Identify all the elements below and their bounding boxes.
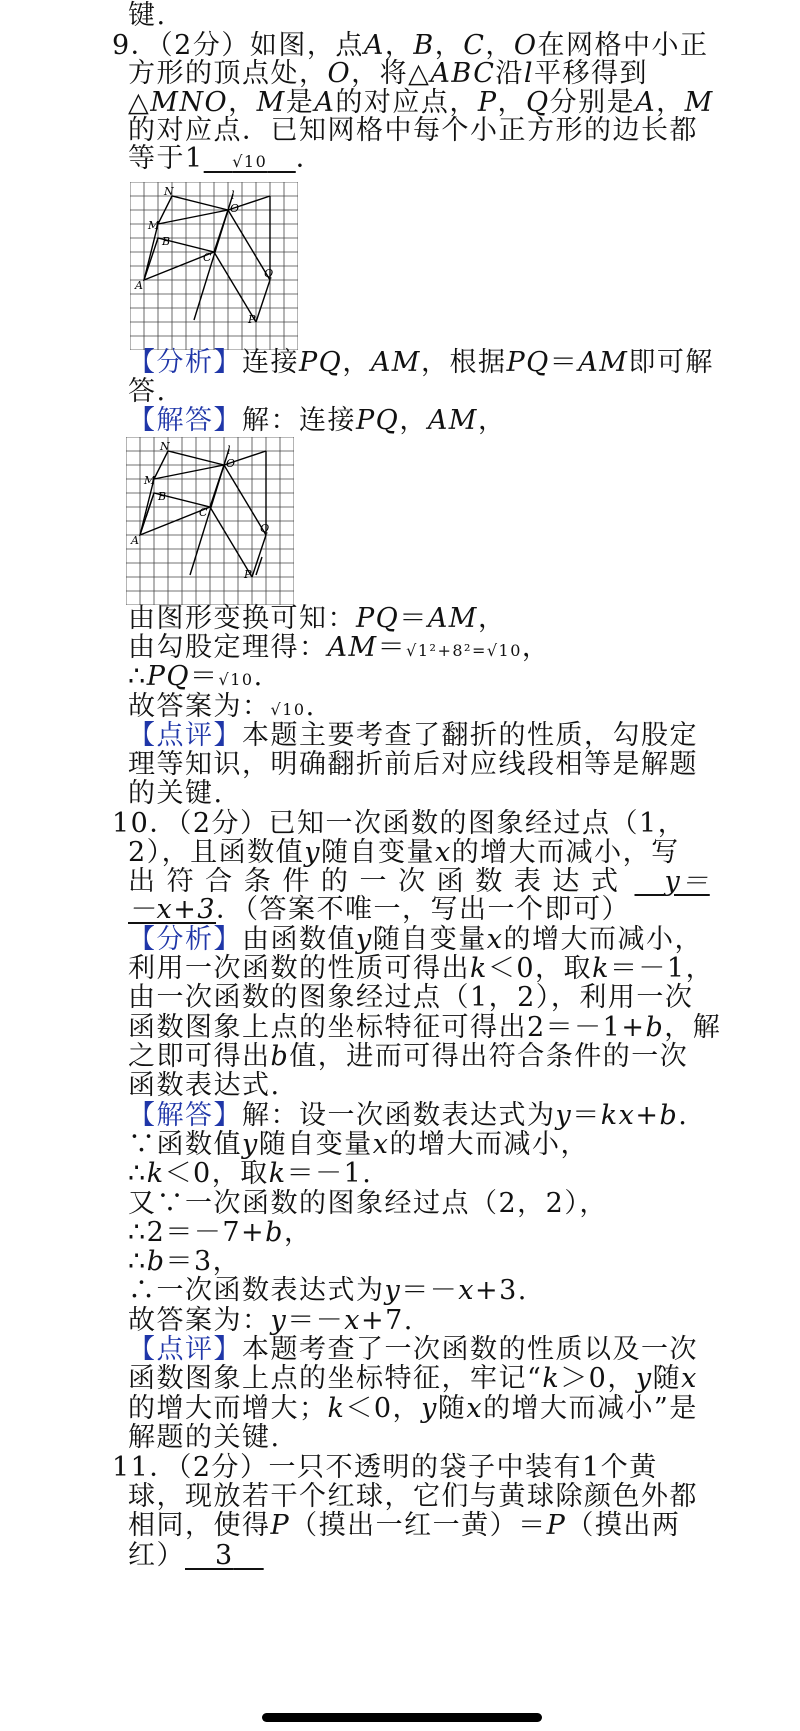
text: . (253, 661, 264, 692)
text: 是 (285, 87, 315, 118)
var: O (513, 30, 538, 61)
text-line (128, 837, 680, 869)
text: ， (384, 30, 414, 61)
var: B (413, 30, 435, 61)
text: △ (128, 87, 151, 118)
text: 9．（2分）如图，点 (112, 30, 364, 61)
text: 分别是 (549, 87, 636, 118)
var: AM (578, 347, 629, 378)
question-10-line (112, 808, 686, 840)
var: PQ (356, 405, 400, 436)
text: ， (477, 405, 507, 436)
text: ，将△ (351, 58, 431, 89)
var: k (592, 953, 610, 984)
text: 函数表达式. (128, 1070, 281, 1101)
text-line (128, 143, 324, 178)
var: A (363, 30, 385, 61)
text-line (128, 376, 167, 408)
label-Q: Q (264, 267, 274, 280)
text: ＜0，取 (487, 953, 593, 984)
var: A (635, 87, 657, 118)
answer-blank (635, 866, 710, 897)
comment-tag: 【点评】 (128, 720, 242, 751)
text: 解：设一次函数表达式为 (242, 1100, 556, 1131)
text: ∴2＝－7+ (128, 1217, 266, 1248)
text-line (128, 1393, 698, 1425)
solution-tag: 【解答】 (128, 1100, 242, 1131)
sqrt-expression: √10 (218, 670, 254, 689)
text: ＜0， (345, 1393, 422, 1424)
var: b (645, 1012, 665, 1043)
var: b (270, 1041, 290, 1072)
text: 理等知识，明确翻折前后对应线段相等是解题 (128, 749, 698, 780)
text-line (128, 1012, 721, 1044)
var: y (555, 1100, 573, 1131)
text: 随自变量 (372, 924, 487, 955)
text: 即可解 (628, 347, 714, 378)
text: ∴ (128, 1246, 147, 1277)
text: 在网格中小正 (537, 30, 709, 61)
var: x (372, 1129, 390, 1160)
var: P (546, 1510, 567, 1541)
text-line (128, 1363, 698, 1395)
text: 2），且函数值 (128, 837, 305, 868)
var: AM (427, 405, 478, 436)
text: 相同，使得 (128, 1510, 271, 1541)
text: 随 (437, 1393, 467, 1424)
var: b (265, 1217, 284, 1248)
text: 本题考查了一次函数的性质以及一次 (242, 1334, 698, 1365)
text: ＝－ (287, 1305, 345, 1336)
var: P (477, 87, 498, 118)
text: ＜0，取 (164, 1158, 269, 1189)
text: ＝ (572, 1100, 601, 1131)
text: 的增大而减小”是 (483, 1393, 698, 1424)
var: MNO (150, 87, 229, 118)
text: ， (477, 603, 507, 634)
label-P: P (244, 568, 252, 581)
answer-blank (204, 143, 296, 174)
text: +7. (361, 1305, 414, 1336)
text: 值，进而可得出符合条件的一次 (289, 1041, 689, 1072)
text-line (128, 1041, 688, 1073)
sqrt-expression: √10 (270, 700, 306, 719)
answer-text: 3 (215, 1540, 234, 1571)
var: y (304, 837, 321, 868)
var: y (356, 924, 373, 955)
text: ∴一次函数表达式为 (128, 1275, 385, 1306)
text: ＝－ (401, 1275, 459, 1306)
text-line (128, 1158, 372, 1190)
text-line (128, 1188, 608, 1220)
text: ， (485, 30, 514, 61)
answer-text: －x+3 (128, 894, 217, 925)
text: ＞0， (560, 1363, 636, 1394)
text: ＝ (399, 603, 428, 634)
text: 故答案为： (128, 1305, 271, 1336)
var: k (327, 1393, 346, 1424)
var: PQ (356, 603, 400, 634)
var: PQ (299, 347, 343, 378)
text-line (128, 1070, 281, 1102)
var: b (146, 1246, 166, 1277)
text: 的增大而减小，写 (451, 837, 680, 868)
text: 平移得到 (534, 58, 649, 89)
question-11-line (112, 1452, 658, 1484)
text: ， (434, 30, 464, 61)
text: ， (497, 87, 526, 118)
text: 函数图象上点的坐标特征，牢记“ (128, 1363, 543, 1394)
text: （摸出一红一黄）＝ (290, 1510, 547, 1541)
answer-blank (185, 1540, 264, 1571)
analysis-tag: 【分析】 (128, 347, 242, 378)
text-line (128, 0, 167, 32)
analysis-line (128, 924, 703, 956)
text-line (128, 749, 698, 781)
var: k (268, 1158, 287, 1189)
comment-line (128, 1334, 698, 1366)
var: y (635, 1363, 653, 1394)
text-line (128, 1481, 698, 1513)
text: 球，现放若干个红球，它们与黄球除颜色外都 (128, 1481, 698, 1512)
var: x (466, 1393, 484, 1424)
text: 键. (128, 0, 167, 31)
text: 随 (652, 1363, 682, 1394)
label-A: A (135, 279, 143, 292)
text: （摸出两 (566, 1510, 681, 1541)
text: ， (342, 347, 371, 378)
text: 由勾股定理得： (128, 632, 328, 663)
text: 由函数值 (242, 924, 356, 955)
grid-figure-question (130, 182, 298, 350)
text: 出 符 合 条 件 的 一 次 函 数 表 达 式 (128, 866, 620, 897)
text: 由图形变换可知： (128, 603, 356, 634)
text: 的增大而减小， (389, 1129, 589, 1160)
text-line (128, 953, 714, 985)
var: AM (427, 603, 478, 634)
var: x (344, 1305, 361, 1336)
var: Q (526, 87, 550, 118)
text: . (305, 691, 316, 722)
var: y (242, 1129, 259, 1160)
text-line (128, 778, 224, 810)
text-line (128, 1275, 528, 1307)
text: ∵函数值 (128, 1129, 242, 1160)
text: 红） (128, 1540, 185, 1571)
label-N: N (164, 185, 174, 198)
text-line (128, 1305, 414, 1337)
text: ， (399, 405, 428, 436)
var: M (256, 87, 286, 118)
text: 解题的关键. (128, 1422, 281, 1453)
text: ＝ (190, 661, 219, 692)
label-N: N (160, 440, 170, 453)
text: 的增大而减小， (503, 924, 703, 955)
text: ．（答案不唯一，写出一个即可） (216, 894, 631, 925)
var: P (270, 1510, 291, 1541)
label-C: C (199, 506, 208, 519)
var: b (659, 1100, 679, 1131)
var: AM (370, 347, 421, 378)
text-line (128, 1510, 680, 1542)
text: ＝3， (165, 1246, 242, 1277)
text-line (128, 1217, 312, 1249)
text: ， (228, 87, 257, 118)
text: ＝－1， (609, 953, 715, 984)
label-P: P (248, 313, 256, 326)
var: l (523, 58, 535, 89)
solution-line (128, 405, 506, 437)
text: 10．（2分）已知一次函数的图象经过点（1， (112, 808, 687, 839)
solution-tag: 【解答】 (128, 405, 242, 436)
label-C: C (203, 251, 212, 264)
var: O (327, 58, 352, 89)
var: ABC (430, 58, 496, 89)
var: k (146, 1158, 165, 1189)
text: 的关键. (128, 778, 224, 809)
text-line (128, 1129, 589, 1161)
text: 沿 (495, 58, 524, 89)
text: ， (656, 87, 685, 118)
text-line (128, 1422, 281, 1454)
text: ＝ (377, 632, 407, 663)
answer-sqrt: √10 (232, 152, 268, 171)
text: ． (295, 143, 325, 174)
var: y (270, 1305, 288, 1336)
var: y (384, 1275, 402, 1306)
comment-line (128, 720, 698, 752)
label-O: O (226, 457, 236, 470)
var: A (314, 87, 336, 118)
label-O: O (230, 202, 240, 215)
var: x (681, 1363, 698, 1394)
home-indicator[interactable] (262, 1713, 542, 1722)
text: 连接 (242, 347, 299, 378)
text: 随自变量 (258, 1129, 373, 1160)
text: 故答案为： (128, 691, 271, 722)
solution-line (128, 1100, 688, 1132)
text: 又∵一次函数的图象经过点（2，2）， (128, 1188, 608, 1219)
text-line (128, 894, 630, 926)
label-M: M (148, 219, 160, 232)
text: . (678, 1100, 689, 1131)
answer-text: y＝ (664, 866, 710, 897)
text: 答. (128, 376, 167, 407)
comment-tag: 【点评】 (128, 1334, 242, 1365)
text: 解：连接 (242, 405, 356, 436)
text-line (128, 982, 693, 1014)
var: kx (600, 1100, 636, 1131)
text: ∴ (128, 661, 147, 692)
var: k (542, 1363, 561, 1394)
text: 由一次函数的图象经过点（1，2），利用一次 (128, 982, 694, 1013)
var: M (684, 87, 714, 118)
text: ，根据 (420, 347, 507, 378)
var: AM (327, 632, 378, 663)
label-l: l (231, 189, 235, 202)
analysis-line (128, 347, 714, 379)
text-line (128, 603, 506, 635)
text: 本题主要考查了翻折的性质，勾股定 (242, 720, 698, 751)
text: 函数图象上点的坐标特征可得出2＝－1+ (128, 1012, 646, 1043)
text: 的对应点．已知网格中每个小正方形的边长都 (128, 115, 698, 146)
text-line (128, 58, 648, 90)
text: ＝－1. (286, 1158, 373, 1189)
text: 方形的顶点处， (128, 58, 328, 89)
label-A: A (131, 534, 139, 547)
grid-figure-solution (126, 437, 294, 605)
var: C (463, 30, 486, 61)
analysis-tag: 【分析】 (128, 924, 242, 955)
text: 之即可得出 (128, 1041, 271, 1072)
var: PQ (146, 661, 190, 692)
text: ， (521, 632, 551, 663)
text: 随自变量 (320, 837, 435, 868)
var: x (486, 924, 504, 955)
var: x (458, 1275, 475, 1306)
text: 等于1 (128, 143, 204, 174)
text: ＝ (549, 347, 579, 378)
sqrt-expression: √1²+8²=√10 (406, 641, 522, 660)
var: k (470, 953, 488, 984)
text: 的对应点， (335, 87, 478, 118)
text: + (635, 1100, 660, 1131)
var: PQ (506, 347, 550, 378)
text-line (128, 1540, 264, 1572)
label-l: l (227, 444, 231, 457)
var: y (421, 1393, 438, 1424)
label-M: M (144, 474, 156, 487)
text: ， (283, 1217, 313, 1248)
label-B: B (158, 490, 167, 503)
text: 的增大而增大； (128, 1393, 328, 1424)
label-Q: Q (260, 522, 270, 535)
text: +3. (475, 1275, 528, 1306)
text: ，解 (664, 1012, 722, 1043)
text: 11．（2分）一只不透明的袋子中装有1个黄 (112, 1452, 658, 1483)
text-line (128, 1246, 241, 1278)
text: ∴ (128, 1158, 147, 1189)
text: 利用一次函数的性质可得出 (128, 953, 470, 984)
label-B: B (162, 235, 171, 248)
var: x (434, 837, 452, 868)
